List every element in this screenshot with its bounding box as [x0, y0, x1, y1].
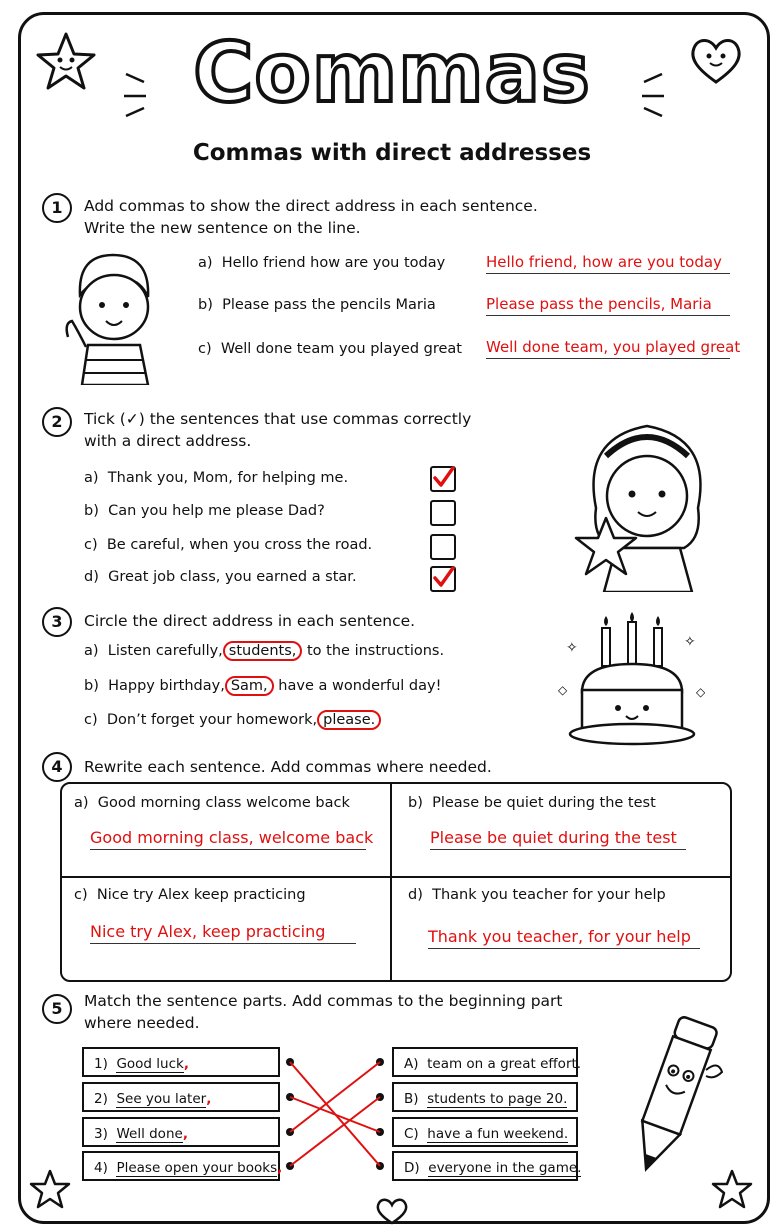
s1-answer-c[interactable]: Well done team, you played great — [486, 338, 730, 359]
s1-answer-b[interactable]: Please pass the pencils, Maria — [486, 295, 730, 316]
s3-circled-b[interactable]: Sam, — [225, 676, 274, 696]
svg-text:◇: ◇ — [558, 683, 568, 697]
s2-item-d: d) Great job class, you earned a star. — [84, 569, 357, 585]
svg-text:✧: ✧ — [566, 640, 578, 656]
s2-checkbox-c[interactable] — [430, 534, 456, 560]
heart-icon-bottom — [374, 1196, 410, 1226]
page-title: Commas — [193, 26, 591, 121]
match-left-4: 4) Please open your books, — [82, 1151, 280, 1181]
section-5-instruction: Match the sentence parts. Add commas to the beginning part where needed. — [84, 992, 563, 1032]
s1-item-b: b) Please pass the pencils Maria — [198, 297, 436, 313]
match-right-d: D) everyone in the game. — [392, 1151, 578, 1181]
rewrite-grid — [60, 782, 732, 982]
svg-text:✧: ✧ — [684, 634, 696, 650]
s1-answer-a[interactable]: Hello friend, how are you today — [486, 253, 730, 274]
s3-circled-c[interactable]: please. — [317, 710, 381, 730]
section-4-number: 4 — [42, 752, 72, 782]
s3-circled-a[interactable]: students, — [223, 641, 303, 661]
section-3-number: 3 — [42, 607, 72, 637]
s4-answer-d[interactable]: Thank you teacher, for your help — [428, 927, 700, 949]
birthday-cake-illustration — [556, 612, 712, 746]
s1-item-a: a) Hello friend how are you today — [198, 255, 446, 271]
star-icon-bottom-right — [710, 1168, 754, 1212]
star-icon-bottom-left — [28, 1168, 72, 1212]
pencil-character-illustration — [618, 1010, 728, 1186]
girl-with-star-illustration — [572, 408, 722, 592]
section-4-instruction: Rewrite each sentence. Add commas where needed. — [84, 758, 492, 776]
section-1-number: 1 — [42, 193, 72, 223]
match-left-1: 1) Good luck, — [82, 1047, 280, 1077]
s2-item-c: c) Be careful, when you cross the road. — [84, 537, 373, 553]
svg-text:◇: ◇ — [696, 685, 706, 699]
heart-face-icon — [688, 32, 744, 86]
s2-checkbox-b[interactable] — [430, 500, 456, 526]
match-left-2: 2) See you later, — [82, 1082, 280, 1112]
s2-item-a: a) Thank you, Mom, for helping me. — [84, 470, 349, 486]
s4-answer-b[interactable]: Please be quiet during the test — [430, 828, 686, 850]
page-subtitle: Commas with direct addresses — [192, 140, 592, 166]
s2-checkbox-a[interactable] — [430, 466, 456, 492]
section-3-instruction: Circle the direct address in each sentence. — [84, 612, 416, 630]
s3-item-a: a) Listen carefully, students, to the instructions. — [84, 643, 445, 659]
s3-item-b: b) Happy birthday, Sam, have a wonderful day! — [84, 678, 442, 694]
s2-checkbox-d[interactable] — [430, 566, 456, 592]
section-2-number: 2 — [42, 407, 72, 437]
s4-answer-c[interactable]: Nice try Alex, keep practicing — [90, 922, 356, 944]
s4-answer-a[interactable]: Good morning class, welcome back — [90, 828, 366, 850]
s4-item-d: d) Thank you teacher for your help — [408, 887, 666, 903]
boy-waving-illustration — [58, 245, 168, 385]
match-left-3: 3) Well done, — [82, 1117, 280, 1147]
star-face-icon — [34, 30, 98, 94]
match-right-c: C) have a fun weekend. — [392, 1117, 578, 1147]
sparkle-lines-right — [630, 60, 670, 120]
s4-item-b: b) Please be quiet during the test — [408, 795, 656, 811]
section-2-instruction: Tick (✓) the sentences that use commas correctly with a direct address. — [84, 410, 472, 450]
section-1-instruction: Add commas to show the direct address in each sentence. Write the new sentence on the line. — [84, 197, 538, 237]
section-5-number: 5 — [42, 994, 72, 1024]
s4-item-c: c) Nice try Alex keep practicing — [74, 887, 306, 903]
match-right-a: A) team on a great effort. — [392, 1047, 578, 1077]
match-lines[interactable] — [280, 1040, 392, 1184]
s2-item-b: b) Can you help me please Dad? — [84, 503, 325, 519]
match-right-b: B) students to page 20. — [392, 1082, 578, 1112]
sparkle-lines-left — [118, 60, 158, 120]
s4-item-a: a) Good morning class welcome back — [74, 795, 350, 811]
s3-item-c: c) Don’t forget your homework, please. — [84, 712, 381, 728]
s1-item-c: c) Well done team you played great — [198, 341, 462, 357]
